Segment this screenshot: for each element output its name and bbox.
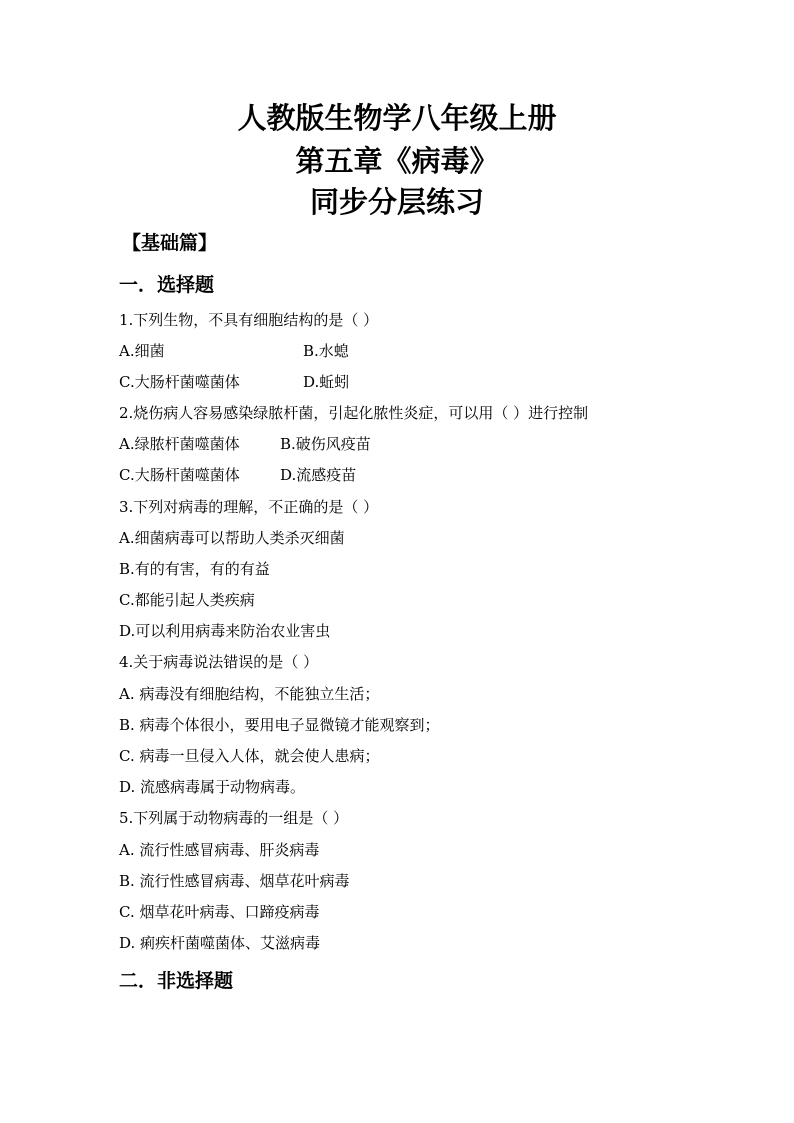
level-label: 【基础篇】: [122, 232, 218, 254]
question-3-option-c: C.都能引起人类疾病: [119, 591, 255, 609]
question-5-option-a: A. 流行性感冒病毒、肝炎病毒: [119, 841, 320, 859]
question-4-option-b: B. 病毒个体很小，要用电子显微镜才能观察到；: [119, 716, 440, 734]
question-5-stem: 5.下列属于动物病毒的一组是（ ）: [119, 809, 349, 827]
question-1-option-d: D.蚯蚓: [303, 373, 350, 391]
chapter-title: 第五章《病毒》: [295, 144, 499, 178]
question-1-stem: 1.下列生物，不具有细胞结构的是（ ）: [119, 311, 379, 329]
question-1-option-a: A.细菌: [119, 342, 165, 360]
question-4-stem: 4.关于病毒说法错误的是（ ）: [119, 653, 319, 671]
section-heading-nonchoice: 二．非选择题: [119, 970, 234, 992]
document-title: 人教版生物学八年级上册: [237, 101, 557, 135]
question-5-option-c: C. 烟草花叶病毒、口蹄疫病毒: [119, 903, 320, 921]
question-5-option-d: D. 痢疾杆菌噬菌体、艾滋病毒: [119, 934, 321, 952]
question-3-option-d: D.可以利用病毒来防治农业害虫: [119, 622, 331, 640]
question-4-option-d: D. 流感病毒属于动物病毒。: [119, 778, 306, 796]
question-4-option-c: C. 病毒一旦侵入人体，就会使人患病；: [119, 747, 380, 765]
question-1-option-b: B.水螅: [303, 342, 349, 360]
question-3-option-a: A.细菌病毒可以帮助人类杀灭细菌: [119, 529, 345, 547]
question-2-stem: 2.烧伤病人容易感染绿脓杆菌，引起化脓性炎症，可以用（ ）进行控制: [119, 404, 589, 422]
question-5-option-b: B. 流行性感冒病毒、烟草花叶病毒: [119, 872, 350, 890]
question-4-option-a: A. 病毒没有细胞结构，不能独立生活；: [119, 685, 380, 703]
question-2-option-a: A.绿脓杆菌噬菌体: [119, 435, 240, 453]
question-2-option-c: C.大肠杆菌噬菌体: [119, 466, 240, 484]
question-3-option-b: B.有的有害，有的有益: [119, 560, 270, 578]
exercise-title: 同步分层练习: [309, 185, 484, 219]
question-3-stem: 3.下列对病毒的理解，不正确的是（ ）: [119, 498, 379, 516]
question-2-option-b: B.破伤风疫苗: [280, 435, 371, 453]
question-1-option-c: C.大肠杆菌噬菌体: [119, 373, 240, 391]
section-heading-choice: 一．选择题: [119, 274, 215, 296]
question-2-option-d: D.流感疫苗: [280, 466, 357, 484]
